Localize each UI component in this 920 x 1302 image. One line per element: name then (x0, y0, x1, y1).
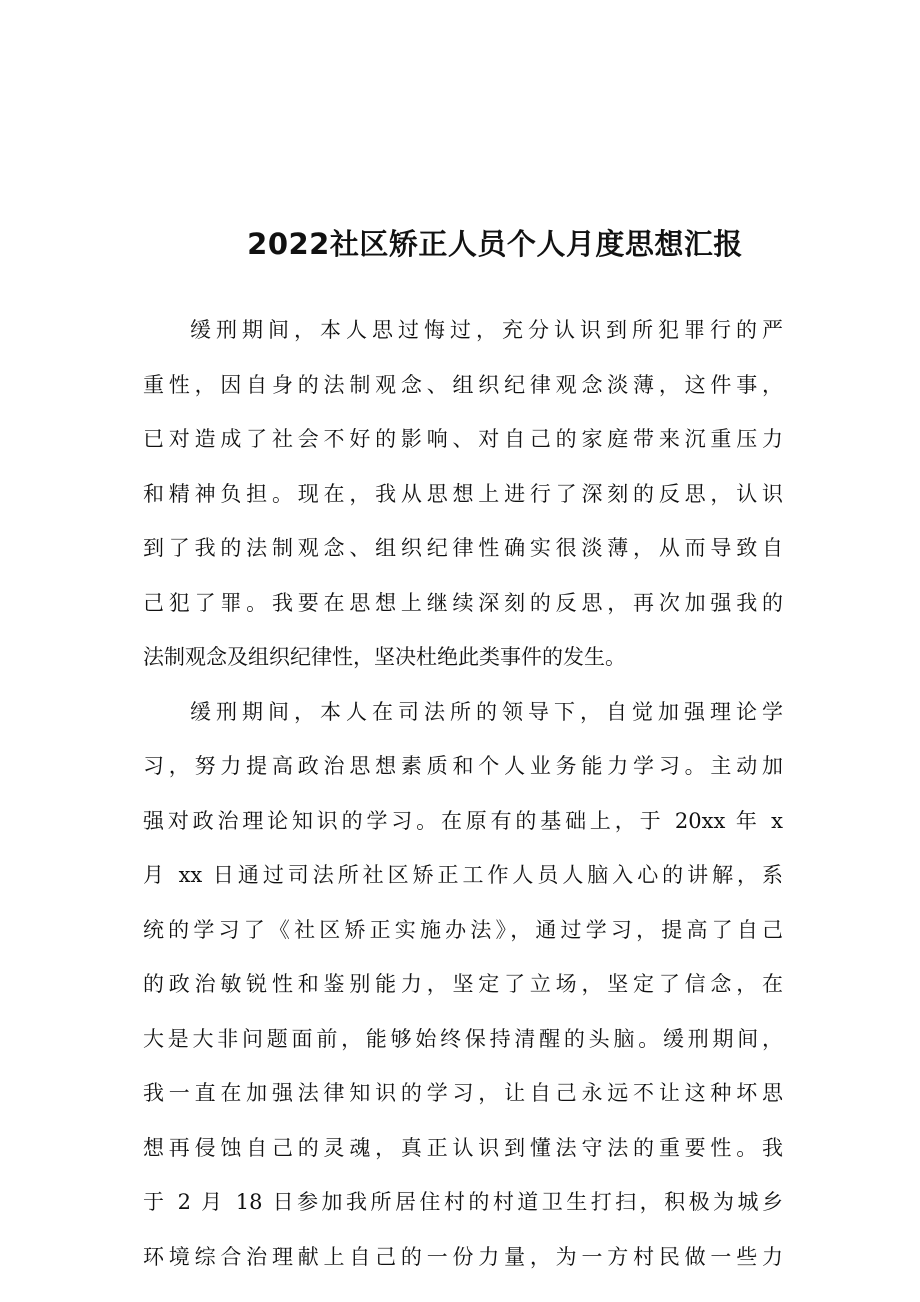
paragraph-line: 我一直在加强法律知识的学习，让自己永远不让这种坏思 (143, 1081, 783, 1105)
document-body (143, 303, 783, 1284)
paragraph-line: 大是大非问题面前，能够始终保持清醒的头脑。缓刑期间， (143, 1026, 783, 1051)
paragraph-line: 和精神负担。现在，我从思想上进行了深刻的反思，认识 (143, 481, 783, 506)
paragraph-line: 的政治敏锐性和鉴别能力，坚定了立场，坚定了信念，在 (143, 972, 783, 996)
paragraph-line: 到了我的法制观念、组织纪律性确实很淡薄，从而导致自 (143, 536, 783, 560)
paragraph-line: 于 2 月 18 日参加我所居住村的村道卫生打扫，积极为城乡 (143, 1190, 783, 1214)
paragraph-line: 己犯了罪。我要在思想上继续深刻的反思，再次加强我的 (143, 590, 783, 615)
paragraph-line: 环境综合治理献上自己的一份力量，为一方村民做一些力 (143, 1244, 783, 1269)
paragraph-line: 统的学习了《社区矫正实施办法》，通过学习，提高了自己 (143, 917, 783, 942)
paragraph-line: 已对造成了社会不好的影响、对自己的家庭带来沉重压力 (143, 427, 783, 451)
paragraph-line: 重性，因自身的法制观念、组织纪律观念淡薄，这件事， (143, 372, 783, 397)
paragraph-line: 习，努力提高政治思想素质和个人业务能力学习。主动加 (143, 754, 783, 778)
document-title: 2022社区矫正人员个人月度思想汇报 (247, 227, 743, 261)
paragraph-line: 法制观念及组织纪律性，坚决杜绝此类事件的发生。 (143, 645, 626, 669)
paragraph-line: 月 xx 日通过司法所社区矫正工作人员人脑入心的讲解，系 (143, 863, 783, 887)
paragraph-line: 缓刑期间，本人在司法所的领导下，自觉加强理论学 (190, 699, 783, 724)
paragraph-line: 强对政治理论知识的学习。在原有的基础上，于 20xx 年 x (143, 808, 783, 833)
paragraph-line: 缓刑期间，本人思过悔过，充分认识到所犯罪行的严 (190, 318, 783, 342)
paragraph-line: 想再侵蚀自己的灵魂，真正认识到懂法守法的重要性。我 (143, 1135, 783, 1160)
